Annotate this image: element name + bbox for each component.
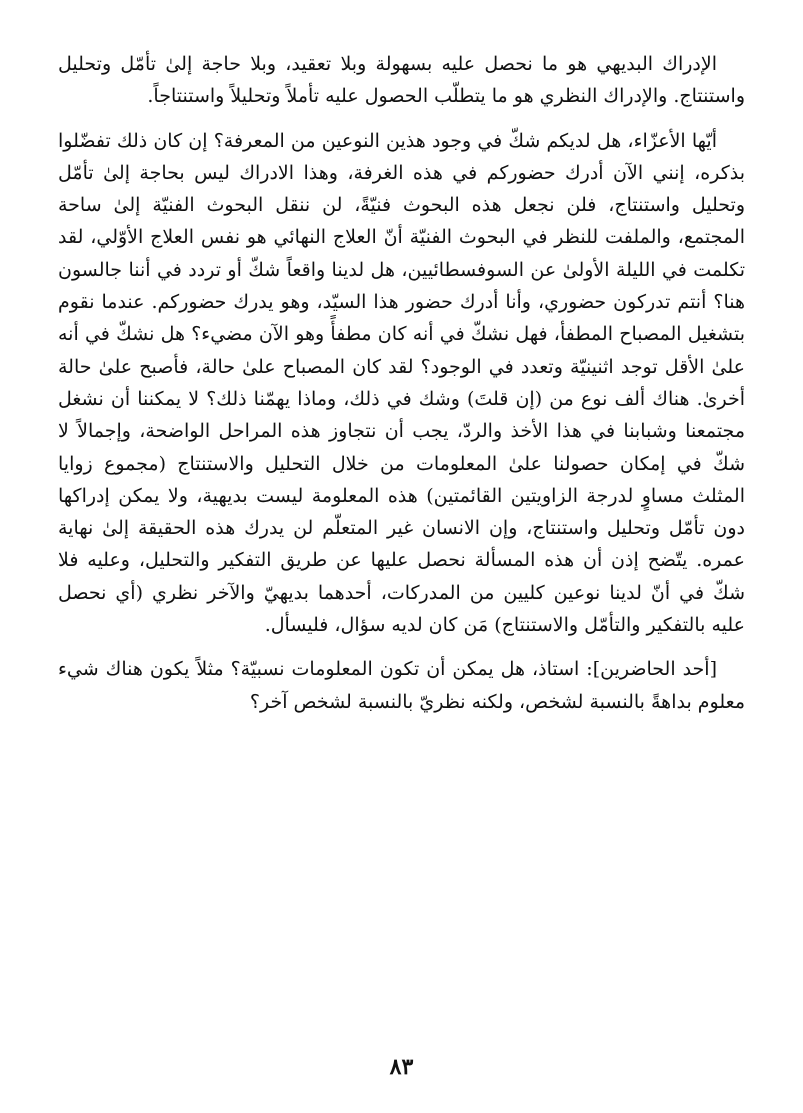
paragraph-2: أيّها الأعزّاء، هل لديكم شكّ في وجود هذين النوعين من المعرفة؟ إن كان ذلك تفضّلوا بذكره، إنني الآن أدرك حضوركم في هذه الغرفة، وهذا الادراك ليس بحاجة إلىٰ تأمّل وتحليل واستنتاج، فلن نجعل هذه البحوث فنيّةً، لن ننقل البحوث الفنيّة إلىٰ ساحة المجتمع، والملفت للنظر في البحوث الفنيّة أنّ العلاج النهائي هو نفس العلاج الأوّلي، لقد تكلمت في الليلة الأولىٰ عن السوفسطائيين، هل لدينا واقعاً شكّ أو تردد في أننا جالسون هنا؟ أنتم تدركون حضوري، وأنا أدرك حضور هذا السيّد، وهو يدرك حضوركم. عندما نقوم بتشغيل المصباح المطفأ، فهل نشكّ في أنه كان مطفأً وهو الآن مضيء؟ هل نشكّ في أنه علىٰ الأقل توجد اثنينيّة وتعدد في الوجود؟ لقد كان المصباح علىٰ حالة، فأصبح علىٰ حالة أخرىٰ. هناك ألف نوع من (إن قلتَ) وشك في ذلك، وماذا يهمّنا ذلك؟ لا يمكننا أن نشغل مجتمعنا وشبابنا في هذا الأخذ والردّ، يجب أن نتجاوز هذه المراحل الواضحة، وإجمالاً لا شكّ في إمكان حصولنا علىٰ المعلومات من خلال التحليل والاستنتاج (مجموع زوايا المثلث مساوٍ لدرجة الزاويتين القائمتين) هذه المعلومة ليست بديهية، ولا يمكن إدراكها دون تأمّل وتحليل واستنتاج، وإن الانسان غير المتعلّم لن يدرك هذه الحقيقة إلىٰ نهاية عمره. يتّضح إذن أن هذه المسألة نحصل عليها عن طريق التفكير والتحليل، وعليه فلا شكّ في أنّ لدينا نوعين كليين من المدركات، أحدهما بديهيّ والآخر نظري (أي نحصل عليه بالتفكير والتأمّل والاستنتاج) مَن كان لديه سؤال، فليسأل. bbox=[58, 129, 745, 637]
paragraph-1: الإدراك البديهي هو ما نحصل عليه بسهولة وبلا تعقيد، وبلا حاجة إلىٰ تأمّل وتحليل واستنتاج. والإدراك النظري هو ما يتطلّب الحصول عليه تأملاً وتحليلاً واستنتاجاً. bbox=[58, 53, 745, 108]
paragraph-3: [أحد الحاضرين]: استاذ، هل يمكن أن تكون المعلومات نسبيّة؟ مثلاً يكون هناك شيء معلوم بداهةً بالنسبة لشخص، ولكنه نظريّ بالنسبة لشخص آخر؟ bbox=[58, 658, 745, 713]
page-body bbox=[58, 48, 745, 730]
page-number: ٨٣ bbox=[389, 1054, 414, 1080]
